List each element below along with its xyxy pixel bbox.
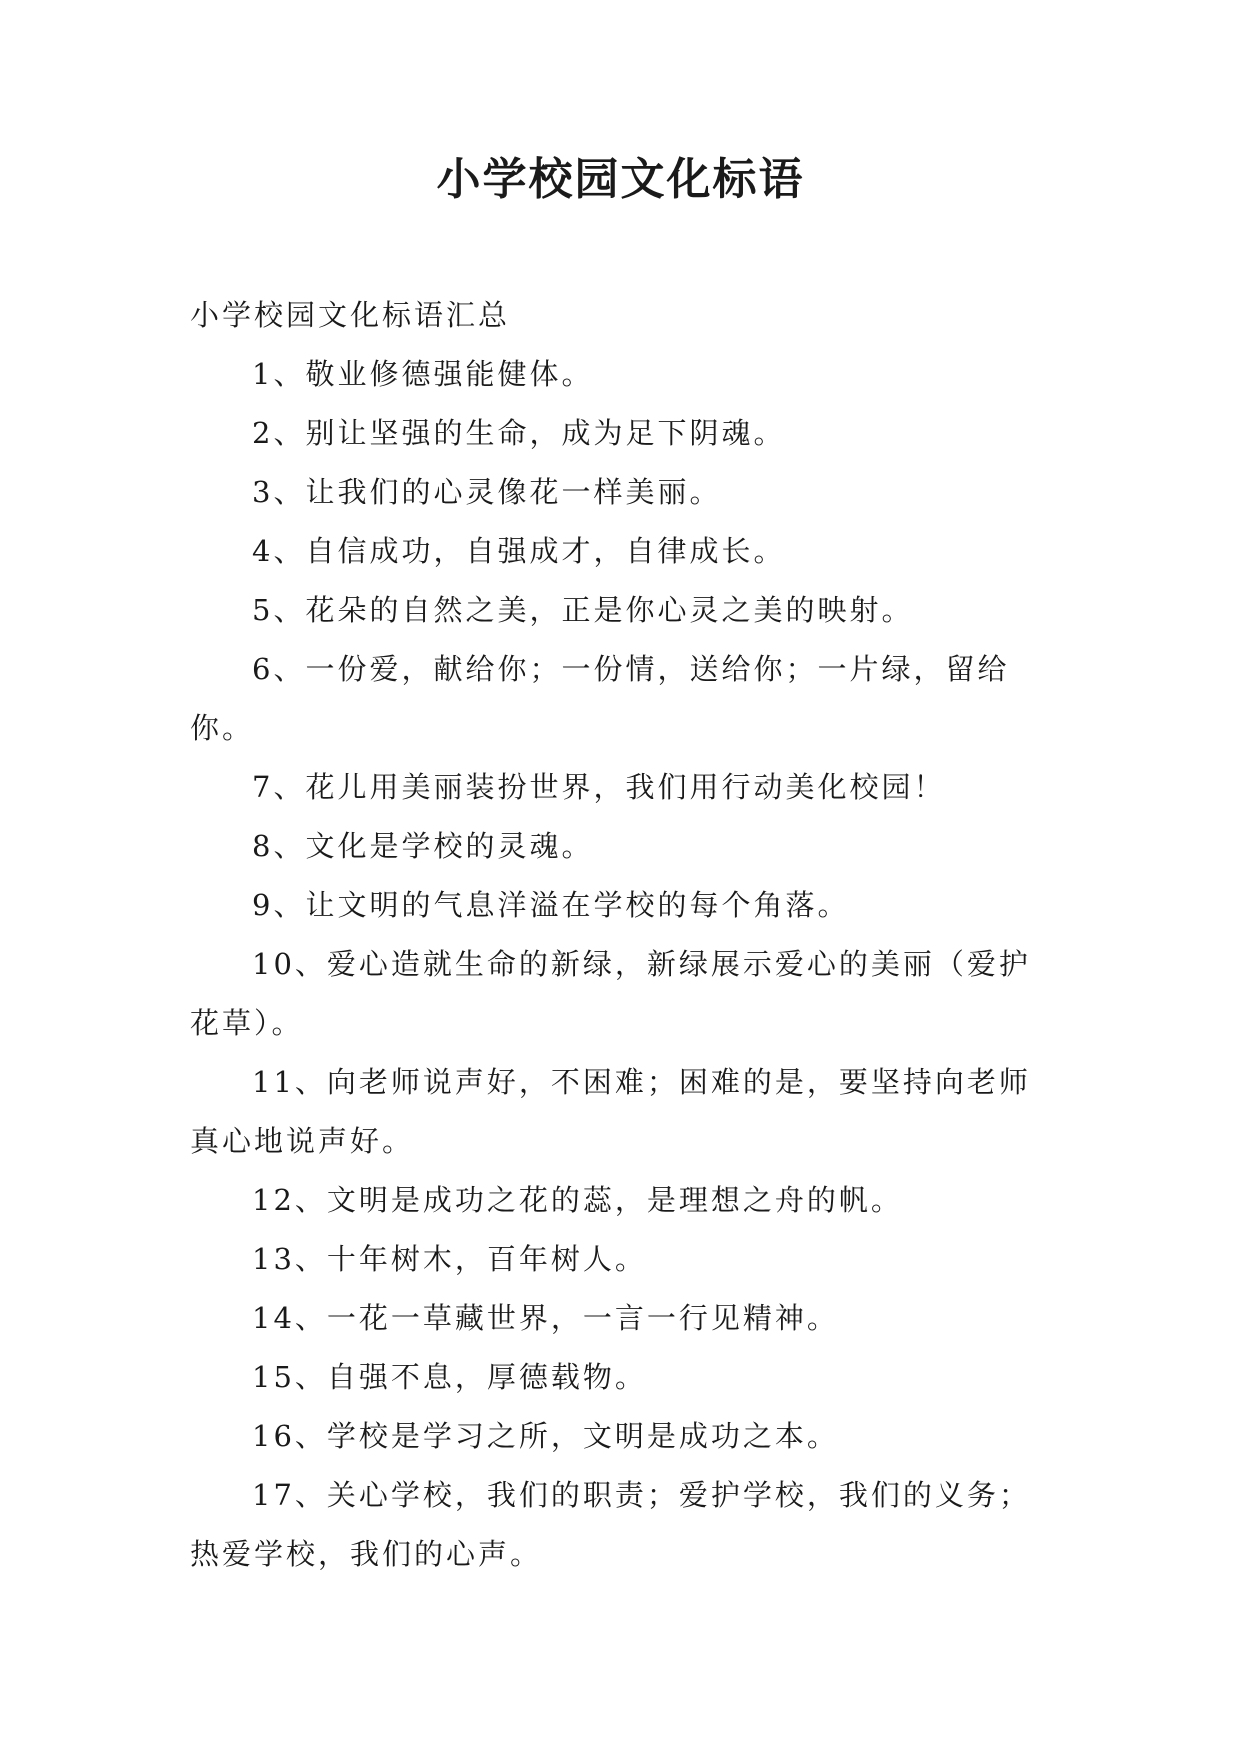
document-title: 小学校园文化标语 (436, 154, 805, 205)
slogan-item: 8、文化是学校的灵魂。 (252, 829, 594, 863)
document-subtitle: 小学校园文化标语汇总 (190, 298, 511, 332)
slogan-item: 6、一份爱，献给你；一份情，送给你；一片绿，留给你。 (190, 652, 1010, 745)
slogan-item: 1、敬业修德强能健体。 (252, 357, 594, 391)
slogan-item: 12、文明是成功之花的蕊，是理想之舟的帆。 (252, 1183, 903, 1217)
slogan-item: 7、花儿用美丽装扮世界，我们用行动美化校园！ (252, 770, 946, 804)
slogan-item: 11、向老师说声好，不困难；困难的是，要坚持向老师真心地说声好。 (190, 1065, 1031, 1158)
slogan-item: 4、自信成功，自强成才，自律成长。 (252, 534, 786, 568)
slogan-item: 13、十年树木，百年树人。 (252, 1242, 647, 1276)
document-body (190, 286, 1060, 1584)
slogan-item: 3、让我们的心灵像花一样美丽。 (252, 475, 722, 509)
slogan-item: 17、关心学校，我们的职责；爱护学校，我们的义务；热爱学校，我们的心声。 (190, 1478, 1031, 1571)
slogan-item: 10、爱心造就生命的新绿，新绿展示爱心的美丽（爱护花草）。 (190, 947, 1031, 1040)
slogan-item: 14、一花一草藏世界，一言一行见精神。 (252, 1301, 839, 1335)
slogan-item: 15、自强不息，厚德载物。 (252, 1360, 647, 1394)
slogan-item: 5、花朵的自然之美，正是你心灵之美的映射。 (252, 593, 914, 627)
slogan-item: 16、学校是学习之所，文明是成功之本。 (252, 1419, 839, 1453)
slogan-item: 9、让文明的气息洋溢在学校的每个角落。 (252, 888, 850, 922)
slogan-item: 2、别让坚强的生命，成为足下阴魂。 (252, 416, 786, 450)
